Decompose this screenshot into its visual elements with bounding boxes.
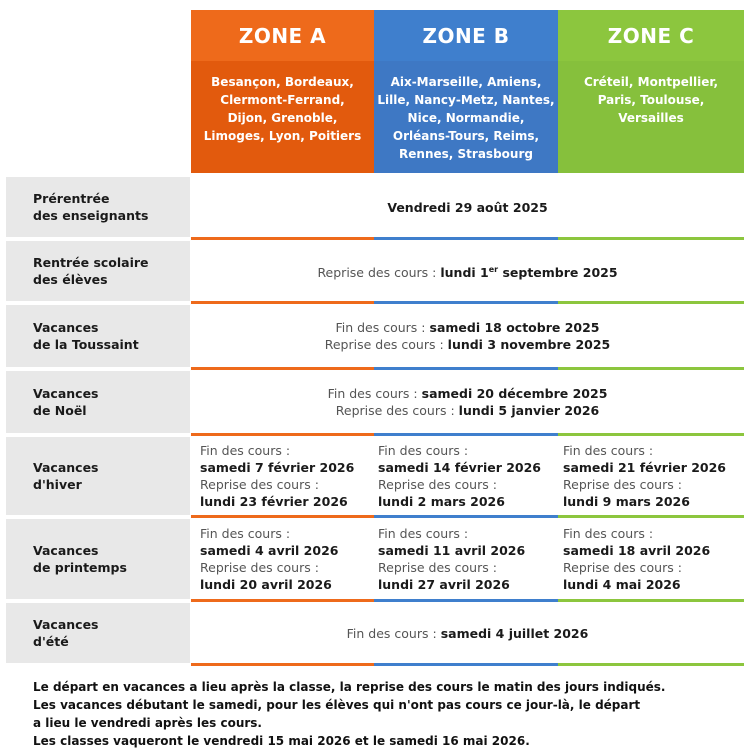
city-line: Créteil, Montpellier, <box>583 75 719 89</box>
label-line: Vacances <box>33 617 99 632</box>
city-line: Orléans-Tours, Reims, <box>392 129 540 143</box>
zone-a-header: ZONE A <box>191 10 374 61</box>
zone-a-cities <box>191 61 374 173</box>
row-label-hiver <box>6 437 190 515</box>
printemps-zone-a <box>200 519 338 599</box>
resume-date: lundi 9 mars 2026 <box>563 494 690 509</box>
row-content-rentree <box>191 241 744 301</box>
zone-b-cities <box>374 61 558 173</box>
end-date: samedi 18 avril 2026 <box>563 543 711 558</box>
end-date: samedi 4 avril 2026 <box>200 543 339 558</box>
row-label-toussaint <box>6 305 190 367</box>
ordinal-sup: er <box>488 264 499 274</box>
resume-date: lundi 3 novembre 2025 <box>447 337 611 352</box>
end-date: samedi 7 février 2026 <box>200 460 355 475</box>
rentree-date-b: septembre 2025 <box>498 265 618 281</box>
footer-notes <box>33 678 733 750</box>
end-prefix: Fin des cours : <box>378 443 469 458</box>
label-line: d'été <box>33 634 69 649</box>
row-content-noel <box>191 371 744 433</box>
resume-prefix: Reprise des cours : <box>378 477 497 492</box>
city-line: Dijon, Grenoble, <box>227 111 338 125</box>
resume-prefix: Reprise des cours : <box>317 265 437 281</box>
end-prefix: Fin des cours : <box>346 625 437 641</box>
row-label-printemps <box>6 519 190 599</box>
resume-prefix: Reprise des cours : <box>563 560 682 575</box>
footer-line: Les classes vaqueront le vendredi 15 mai 2026 et le samedi 16 mai 2026. <box>33 734 530 748</box>
label-line: Vacances <box>33 386 99 401</box>
label-line: de Noël <box>33 403 87 418</box>
end-date: samedi 4 juillet 2026 <box>440 625 589 641</box>
zone-c-header: ZONE C <box>558 10 744 61</box>
resume-date: lundi 20 avril 2026 <box>200 577 332 592</box>
resume-date: lundi 4 mai 2026 <box>563 577 681 592</box>
end-prefix: Fin des cours : <box>563 526 654 541</box>
end-date: samedi 11 avril 2026 <box>378 543 526 558</box>
row-label-prerentree <box>6 177 190 237</box>
row-label-noel <box>6 371 190 433</box>
city-line: Nice, Normandie, <box>407 111 525 125</box>
row-separator <box>191 433 744 436</box>
city-line: Clermont-Ferrand, <box>220 93 345 107</box>
resume-prefix: Reprise des cours : <box>324 337 444 352</box>
row-label-rentree <box>6 241 190 301</box>
row-separator <box>191 367 744 370</box>
hiver-zone-b <box>378 437 541 515</box>
label-line: Vacances <box>33 320 99 335</box>
resume-prefix: Reprise des cours : <box>563 477 682 492</box>
row-separator <box>191 663 744 666</box>
end-date: samedi 20 décembre 2025 <box>421 386 608 401</box>
zone-b-header: ZONE B <box>374 10 558 61</box>
prerentree-date: Vendredi 29 août 2025 <box>387 199 548 215</box>
end-prefix: Fin des cours : <box>378 526 469 541</box>
city-line: Rennes, Strasbourg <box>399 147 533 161</box>
end-prefix: Fin des cours : <box>335 320 426 335</box>
row-content-prerentree <box>191 177 744 237</box>
end-prefix: Fin des cours : <box>200 526 291 541</box>
end-date: samedi 14 février 2026 <box>378 460 542 475</box>
end-prefix: Fin des cours : <box>563 443 654 458</box>
city-line: Limoges, Lyon, Poitiers <box>203 129 362 143</box>
city-line: Besançon, Bordeaux, <box>211 75 354 89</box>
end-prefix: Fin des cours : <box>327 386 418 401</box>
printemps-zone-b <box>378 519 525 599</box>
hiver-zone-c <box>563 437 726 515</box>
footer-line: Le départ en vacances a lieu après la classe, la reprise des cours le matin des jours indiqués. <box>33 680 666 694</box>
label-line: des élèves <box>33 272 108 287</box>
end-prefix: Fin des cours : <box>200 443 291 458</box>
label-line: Vacances <box>33 460 99 475</box>
label-line: Prérentrée <box>33 191 110 206</box>
resume-date: lundi 2 mars 2026 <box>378 494 505 509</box>
city-line: Aix-Marseille, Amiens, <box>390 75 542 89</box>
label-line: Rentrée scolaire <box>33 255 149 270</box>
row-separator <box>191 515 744 518</box>
printemps-zone-c <box>563 519 710 599</box>
row-content-ete <box>191 603 744 663</box>
resume-date: lundi 27 avril 2026 <box>378 577 510 592</box>
zone-c-cities <box>558 61 744 173</box>
city-line: Versailles <box>618 111 684 125</box>
end-date: samedi 18 octobre 2025 <box>429 320 600 335</box>
resume-prefix: Reprise des cours : <box>378 560 497 575</box>
resume-date: lundi 23 février 2026 <box>200 494 348 509</box>
label-line: de la Toussaint <box>33 337 139 352</box>
hiver-zone-a <box>200 437 354 515</box>
footer-line: Les vacances débutant le samedi, pour les élèves qui n'ont pas cours ce jour-là, le départ <box>33 698 641 712</box>
row-label-ete <box>6 603 190 663</box>
label-line: Vacances <box>33 543 99 558</box>
row-content-toussaint <box>191 305 744 367</box>
end-date: samedi 21 février 2026 <box>563 460 727 475</box>
label-line: de printemps <box>33 560 127 575</box>
footer-line: a lieu le vendredi après les cours. <box>33 716 262 730</box>
resume-date: lundi 5 janvier 2026 <box>458 403 600 418</box>
label-line: d'hiver <box>33 477 82 492</box>
label-line: des enseignants <box>33 208 149 223</box>
resume-prefix: Reprise des cours : <box>200 560 319 575</box>
row-separator <box>191 599 744 602</box>
resume-prefix: Reprise des cours : <box>335 403 455 418</box>
city-line: Lille, Nancy-Metz, Nantes, <box>377 93 555 107</box>
resume-prefix: Reprise des cours : <box>200 477 319 492</box>
rentree-date-a: lundi 1 <box>440 265 489 281</box>
row-separator <box>191 301 744 304</box>
city-line: Paris, Toulouse, <box>597 93 705 107</box>
row-separator <box>191 237 744 240</box>
